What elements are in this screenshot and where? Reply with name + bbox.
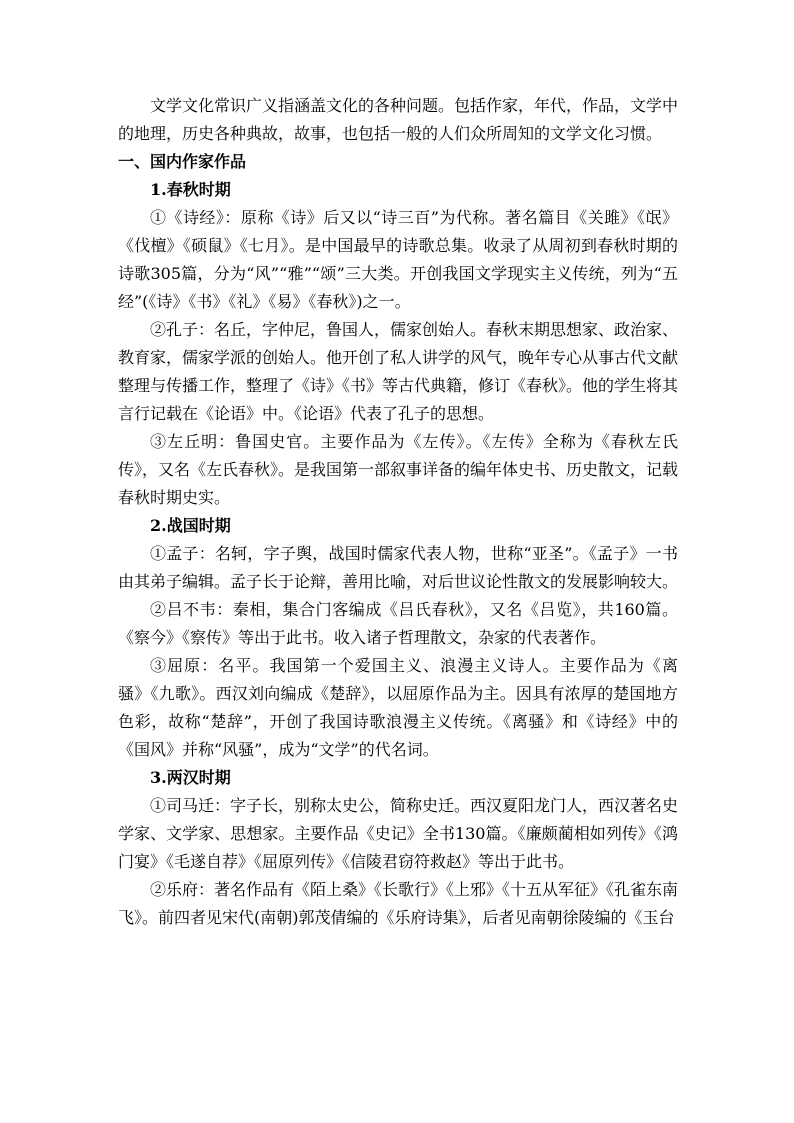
document-body: [118, 92, 678, 932]
period-heading: 3.两汉时期: [150, 768, 231, 787]
entry-paragraph: ②乐府：著名作品有《陌上桑》《长歌行》《上邪》《十五从军征》《孔雀东南飞》。前四者见宋代(南朝)郭茂倩编的《乐府诗集》，后者见南朝徐陵编的《玉台: [118, 880, 679, 927]
entry-paragraph: ③左丘明：鲁国史官。主要作品为《左传》。《左传》全称为《春秋左氏传》，又名《左氏春秋》。是我国第一部叙事详备的编年体史书、历史散文，记载春秋时期史实。: [118, 432, 679, 507]
entry-paragraph: ①《诗经》：原称《诗》后又以“诗三百”为代称。著名篇目《关雎》《氓》《伐檀》《硕鼠》《七月》。是中国最早的诗歌总集。收录了从周初到春秋时期的诗歌305篇，分为“风”“雅”“颂”三大类。开创我国文学现实主义传统，列为“五经”(《诗》《书》《礼》《易》《春秋》)之一。: [118, 208, 678, 311]
entry-paragraph: ②吕不韦：秦相，集合门客编成《吕氏春秋》，又名《吕览》，共160篇。《察今》《察传》等出于此书。收入诸子哲理散文，杂家的代表著作。: [118, 600, 678, 647]
section-heading: 一、国内作家作品: [118, 152, 247, 171]
intro-paragraph: 文学文化常识广义指涵盖文化的各种问题。包括作家，年代，作品，文学中的地理，历史各种典故，故事，也包括一般的人们众所周知的文学文化习惯。: [118, 96, 679, 143]
entry-paragraph: ②孔子：名丘，字仲尼，鲁国人，儒家创始人。春秋末期思想家、政治家、教育家，儒家学派的创始人。他开创了私人讲学的风气，晚年专心从事古代文献整理与传播工作，整理了《诗》《书》等古代典籍，修订《春秋》。他的学生将其言行记载在《论语》中。《论语》代表了孔子的思想。: [118, 320, 679, 423]
period-heading: 2.战国时期: [150, 516, 231, 535]
entry-paragraph: ③屈原：名平。我国第一个爱国主义、浪漫主义诗人。主要作品为《离骚》《九歌》。西汉刘向编成《楚辞》，以屈原作品为主。因具有浓厚的楚国地方色彩，故称“楚辞”，开创了我国诗歌浪漫主义传统。《离骚》和《诗经》中的《国风》并称“风骚”，成为“文学”的代名词。: [118, 656, 678, 759]
period-heading: 1.春秋时期: [150, 180, 231, 199]
entry-paragraph: ①孟子：名轲，字子舆，战国时儒家代表人物，世称“亚圣”。《孟子》一书由其弟子编辑。孟子长于论辩，善用比喻，对后世议论性散文的发展影响较大。: [118, 544, 679, 591]
entry-paragraph: ①司马迁：字子长，别称太史公，简称史迁。西汉夏阳龙门人，西汉著名史学家、文学家、思想家。主要作品《史记》全书130篇。《廉颇蔺相如列传》《鸿门宴》《毛遂自荐》《屈原列传》《信陵君窃符救赵》等出于此书。: [118, 796, 679, 871]
